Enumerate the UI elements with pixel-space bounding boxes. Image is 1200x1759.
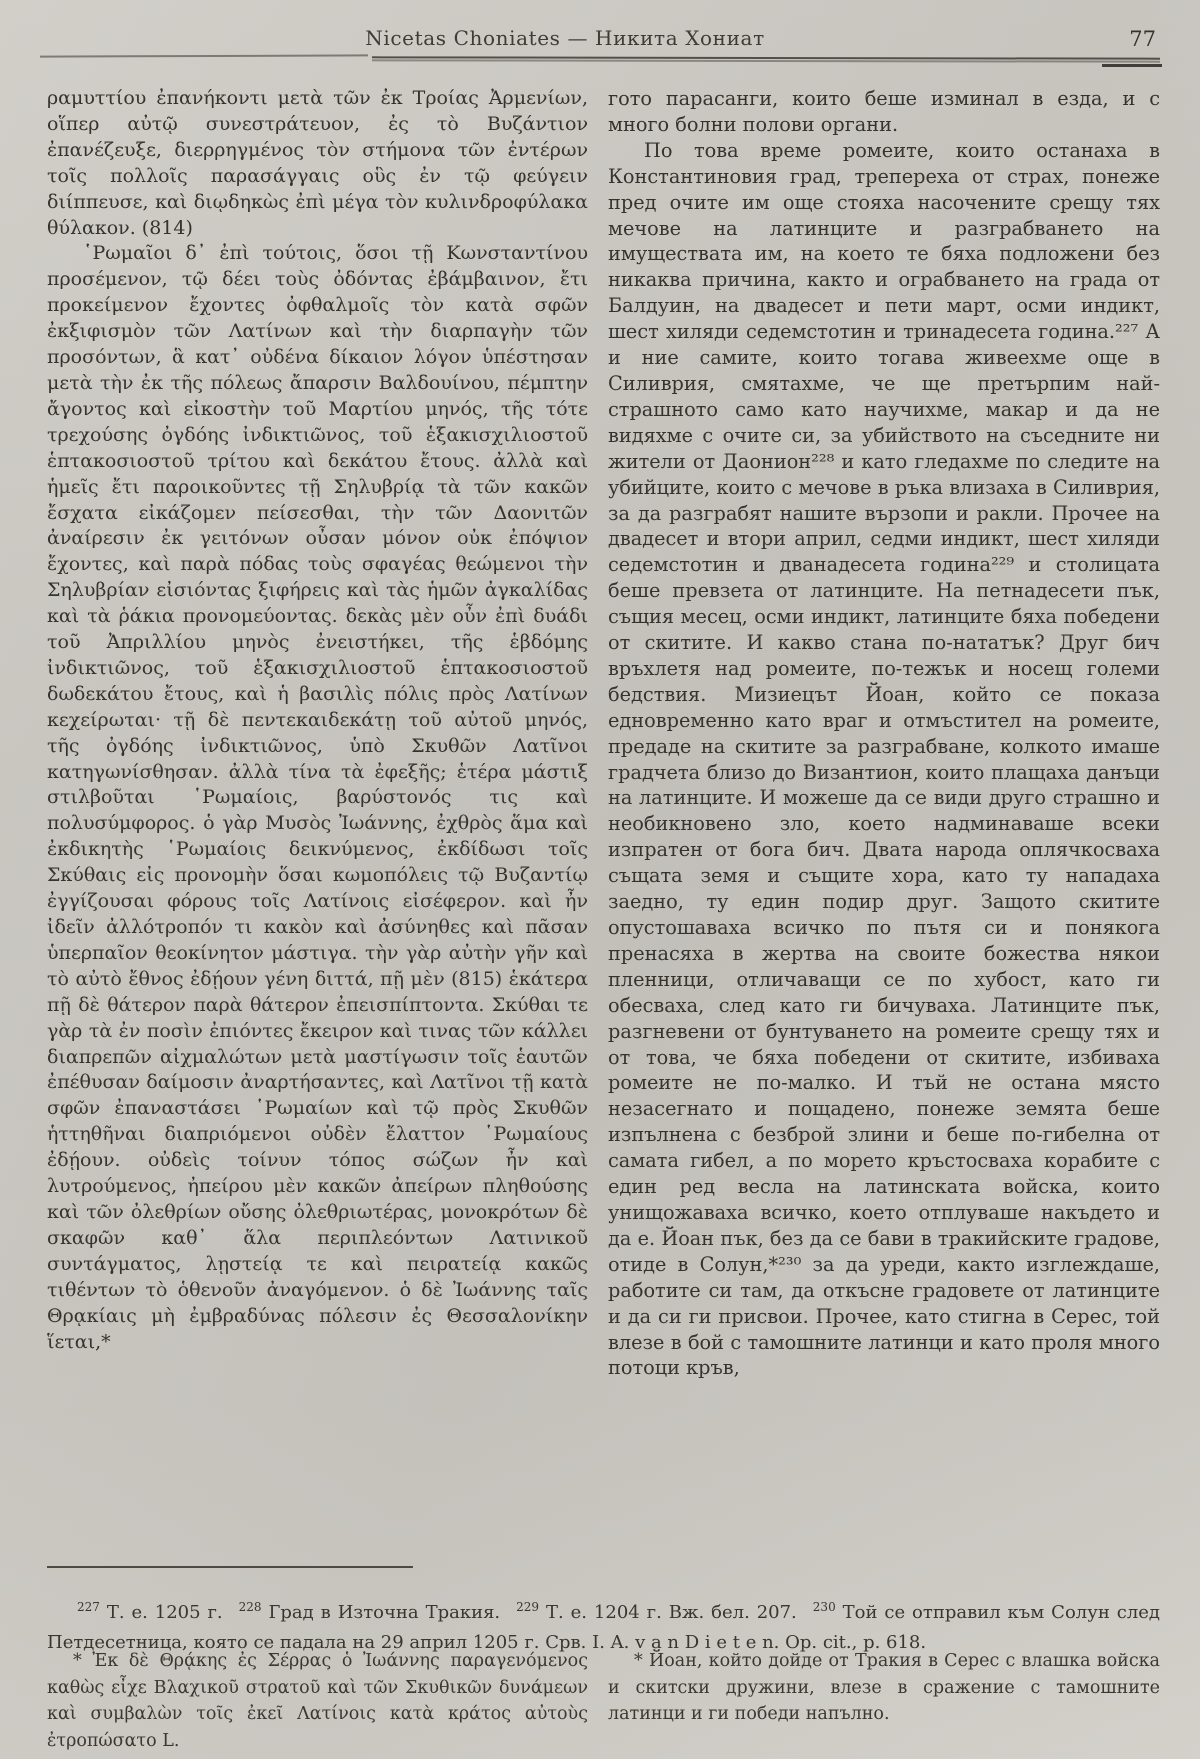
bulgarian-column [608, 86, 1160, 1562]
greek-paragraph-continuation: ραμυττίου ἐπανήκοντι μετὰ τῶν ἐκ Τροίας Ἀρμενίων, οἵπερ αὐτῷ συνεστράτευον, ἐς τὸ Βυζάντιον ἐπανέζευξε, διερρηγμένος τὸν στήμονα τῶν ἐντέρων τοῖς πολλοῖς παρασάγγαις οὓς ἐν τῷ φεύγειν διίππευσε, καὶ διῳδηκὼς ἐπὶ μέγα τὸν κυλινδροφύλακα θύλακον. (814) [47, 87, 588, 239]
header-rule-right [1102, 64, 1162, 67]
footnote-ref-230: 230 [812, 1600, 836, 1614]
starred-footnote-bulgarian-column [608, 1648, 1160, 1754]
bulgarian-paragraph-continuation: гото парасанги, които беше изминал в езда, и с много болни полови органи. [608, 87, 1160, 136]
greek-paragraph-main: ῾Ρωμαῖοι δ᾽ ἐπὶ τούτοις, ὅσοι τῇ Κωνσταντίνου προσέμενον, τῷ δέει τοὺς ὀδόντας ἐβάμβαινον, ἔτι προκείμενον ἔχοντες ὀφθαλμοῖς τὸν κατὰ σφῶν ἐκξιφισμὸν τῶν Λατίνων καὶ τὴν διαρπαγὴν τῶν προσόντων, ἃ κατ᾽ οὐδένα δίκαιον λόγον ὑπέστησαν μετὰ τὴν ἐκ τῆς πόλεως ἄπαρσιν Βαλδουίνου, πέμπτην ἄγοντος καὶ εἰκοστὴν τοῦ Μαρτίου μηνός, τῆς τότε τρεχούσης ὀγδόης ἰνδικτιῶνος, τοῦ ἑξακισχιλιοστοῦ ἑπτακοσιοστοῦ τρίτου καὶ δεκάτου ἔτους. ἀλλὰ καὶ ἡμεῖς ἔτι παροικοῦντες τῇ Σηλυβρίᾳ τὰ τῶν κακῶν ἔσχατα εἰκάζομεν πείσεσθαι, τὴν τῶν Δαονιτῶν ἀναίρεσιν ἐκ γειτόνων οὖσαν μόνον οὐκ ἐπόψιον ἔχοντες, καὶ παρὰ πόδας τοὺς σφαγέας θεώμενοι τὴν Σηλυβρίαν εἰσιόντας ξιφήρεις καὶ τὰς ἡμῶν ἀγκαλίδας καὶ τὰ ῥάκια προνομεύοντας. δεκὰς μὲν οὖν ἐπὶ δυάδι τοῦ Ἀπριλλίου μηνὸς ἐνειστήκει, τῆς ἑβδόμης ἰνδικτιῶνος, τοῦ ἑξακισχιλιοστοῦ ἑπτακοσιοστοῦ δωδεκάτου ἔτους, καὶ ἡ βασιλὶς πόλις πρὸς Λατίνων κεχείρωται· τῇ δὲ πεντεκαιδεκάτῃ τοῦ αὐτοῦ μηνός, τῆς ὀγδόης ἰνδικτιῶνος, ὑπὸ Σκυθῶν Λατῖνοι κατηγωνίσθησαν. ἀλλὰ τίνα τὰ ἐφεξῆς; ἑτέρα μάστιξ στιλβοῦται ῾Ρωμαίοις, βαρύστονός τις καὶ πολυσύμφορος. ὁ γὰρ Μυσὸς Ἰωάννης, ἐχθρὸς ἅμα καὶ ἐκδικητὴς ῾Ρωμαίοις δεικνύμενος, ἐκδίδωσι τοῖς Σκύθαις εἰς προνομὴν ὅσαι κωμοπόλεις τῷ Βυζαντίῳ ἐγγίζουσαι φόρους τοῖς Λατίνοις εἰσέφερον. καὶ ἦν ἰδεῖν ἀλλότροπόν τι κακὸν καὶ ἀσύνηθες καὶ πᾶσαν ὑπερπαῖον θεοκίνητον μάστιγα. τὴν γὰρ αὐτὴν γῆν καὶ τὸ αὐτὸ ἔθνος ἐδῄουν γένη διττά, πῇ μὲν (815) ἑκάτερα πῇ δὲ θάτερον παρὰ θάτερον ἐπεισπίπτοντα. Σκύθαι τε γὰρ τὰ ἐν ποσὶν ἐπιόντες ἔκειρον καὶ τινας τῶν κάλλει διαπρεπῶν αἰχμαλώτων μετὰ μαστίγωσιν τοῖς ἑαυτῶν ἐπέθυσαν δαίμοσιν ἀναρτήσαντες, καὶ Λατῖνοι τῇ κατὰ σφῶν ἐπαναστάσει ῾Ρωμαίων καὶ τῷ πρὸς Σκυθῶν ἡττηθῆναι διαπριόμενοι οὐδὲν ἔλαττον ῾Ρωμαίους ἐδῄουν. οὐδεὶς τοίνυν τόπος σώζων ἦν καὶ λυτρούμενος, ἠπείρου μὲν κακῶν ἀπείρων πληθούσης καὶ τῶν ὀλεθρίων οὔσης ὀλεθριωτέρας, μονοκρότων δὲ σκαφῶν καθ᾽ ἅλα περιπλεόντων Λατινικοῦ συντάγματος, λῃστείᾳ τε καὶ πειρατείᾳ κακῶς τιθέντων τὸ ὁθενοῦν ἀναγόμενον. ὁ δὲ Ἰωάννης ταῖς Θρᾳκίαις μὴ ἐμβραδύνας πόλεσιν ἐς Θεσσαλονίκην ἵεται,* [47, 242, 588, 1353]
starred-footnote-greek: * Ἐκ δὲ Θρᾴκης ἐς Σέρρας ὁ Ἰωάννης παραγενόμενος καθὼς εἶχε Βλαχικοῦ στρατοῦ καὶ τῶν Σκυθικῶν δυνάμεων καὶ συμβαλὼν τοῖς ἐκεῖ Λατίνοις κατὰ κράτος αὐτοὺς ἐτροπώσατο L. [47, 1651, 588, 1751]
footnote-ref-228: 228 [238, 1600, 262, 1614]
footnote-separator-rule [47, 1566, 413, 1568]
starred-footnote-bulgarian: * Йоан, който дойде от Тракия в Серес с влашка войска и скитски дружини, влезе в сражение с тамошните латинци и ги победи напълно. [608, 1651, 1160, 1724]
greek-column [47, 86, 588, 1562]
footnote-ref-227: 227 [77, 1600, 100, 1614]
text-columns [47, 86, 1160, 1562]
footnote-ref-229: 229 [516, 1600, 540, 1614]
starred-footnote-greek-column [47, 1648, 588, 1754]
footnote-228 [239, 1602, 501, 1623]
footnote-text-228: Град в Източна Тракия. [268, 1602, 501, 1623]
starred-footnotes [47, 1648, 1160, 1754]
running-title: Nicetas Choniates — Никита Хониат [365, 26, 765, 50]
footnote-227 [77, 1602, 223, 1623]
footnote-text-229: Т. е. 1204 г. Вж. бел. 207. [545, 1602, 797, 1623]
footnote-text-230: Той се отправил към Солун след Петдесетница, която се падала на 29 април 1205 г. Срв. I. A. v a n D i e t e n. Op. cit., p. 618. [47, 1602, 1160, 1653]
bulgarian-paragraph-main: По това време ромеите, които останаха в Константиновия град, трепереха от страх, понеже пред очите им още стояха насочените срещу тях мечове на латинците и разграбването на имуществата им, на което те бяха подложени без никаква причина, както и ограбването на града от Балдуин, на двадесет и пети март, осми индикт, шест хиляди седемстотин и тринадесета година.²²⁷ А и ние самите, които тогава живеехме още в Силиврия, смятахме, че ще претърпим най-страшното само като научихме, макар и да не видяхме с очите си, за убийството на съседните ни жители от Даонион²²⁸ и като гледахме по следите на убийците, които с мечове в ръка влизаха в Силиврия, за да разграбят нашите вързопи и ракли. Прочее на двадесет и втори април, седми индикт, шест хиляди седемстотин и дванадесета година²²⁹ и столицата беше превзета от латинците. На петнадесети пък, същия месец, осми индикт, латинците бяха победени от скитите. И какво стана по-нататък? Друг бич връхлетя над ромеите, по-тежък и носещ големи бедствия. Мизиецът Йоан, който се показа едновременно като враг и отмъстител на ромеите, предаде на скитите за разграбване, колкото имаше градчета близо до Византион, които плащаха данъци на латинците. И можеше да се види друго страшно и необикновено зло, което надминаваше всеки изпратен от бога бич. Двата народа оплячкосваха същата земя и същите хора, като ту нападаха заедно, ту един подир друг. Защото скитите опустошаваха всичко по пътя си и понякога пренасяха в жертва на своите божества някои пленници, отличаващи се по хубост, като ги обесваха, след като ги бичуваха. Латинците пък, разгневени от бунтуването на ромеите срещу тях и от това, че бяха победени от скитите, избиваха ромеите не по-малко. И тъй не остана място незасегнато и пощадено, понеже земята беше изпълнена с безброй злини и беше по-гибелна от самата гибел, а по морето кръстосваха корабите с един ред весла на латинската войска, които унищожаваха всичко, което отплуваше накъдето и да е. Йоан пък, без да се бави в тракийските градове, отиде в Солун,*²³⁰ за да уреди, както изглеждаше, работите си там, да откъсне градовете от латинците и да си ги присвои. Прочее, като стигна в Серес, той влезе в бой с тамошните латинци и като проля много потоци кръв, [608, 138, 1160, 1380]
footnote-229 [516, 1602, 797, 1623]
footnote-text-227: Т. е. 1205 г. [106, 1602, 223, 1623]
page-number: 77 [1129, 27, 1156, 51]
